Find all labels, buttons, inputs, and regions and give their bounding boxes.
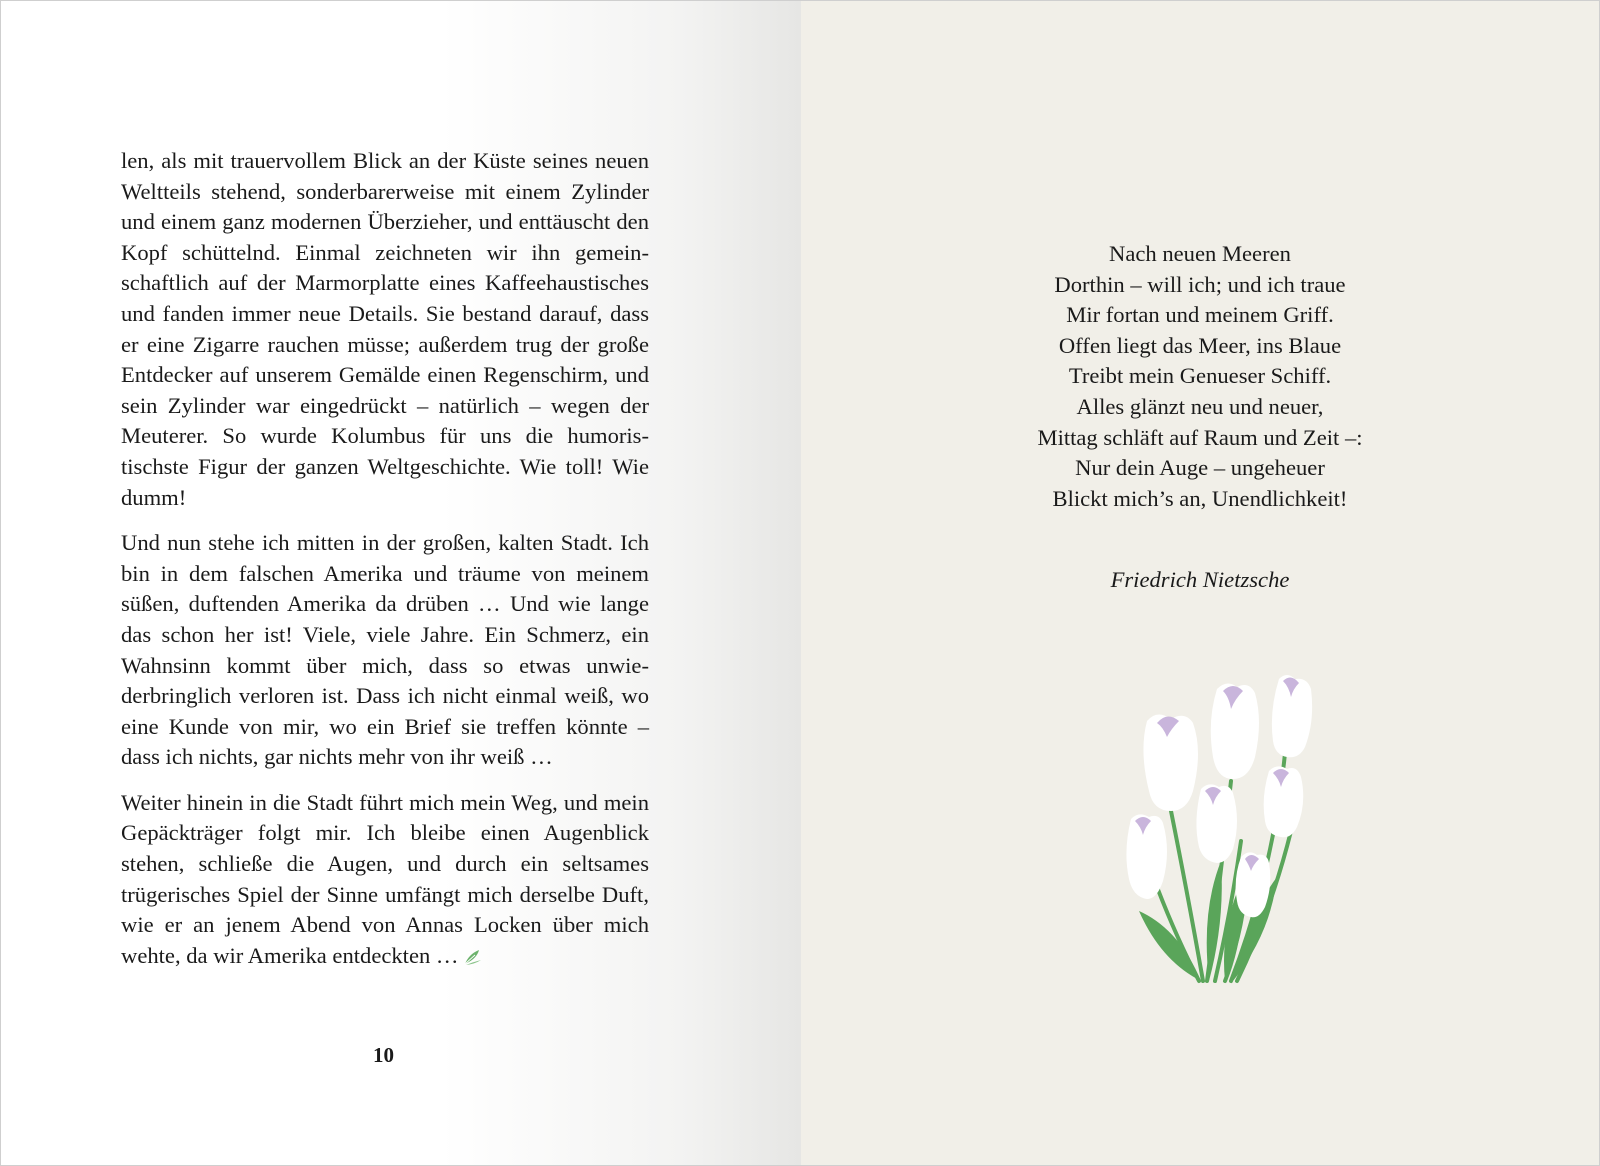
poem-line: Mir fortan und meinem Griff.	[1066, 302, 1334, 328]
poem-line: Alles glänzt neu und neuer,	[1076, 393, 1324, 419]
poem-line: Treibt mein Genueser Schiff.	[1068, 363, 1332, 389]
paragraph-3-text: Weiter hinein in die Stadt führt mich mein Weg, und mein Gepäckträger folgt mir. Ich bleibe einen Augenblick stehen, schließe die Augen, und durch ein seltsames trügerisches Spiel der Sinne umfängt mich derselbe Duft, wie er an jenem Abend von Annas Locken über mich wehte, da wir Amerika entdeckten …	[121, 789, 649, 968]
left-page	[1, 1, 801, 1165]
poem-line: Dorthin – will ich; und ich traue	[1054, 271, 1346, 297]
body-text	[121, 146, 649, 986]
poem-line: Nur dein Auge – ungeheuer	[1075, 455, 1325, 481]
paragraph-3	[121, 788, 649, 972]
poem-line: Nach neuen Meeren	[1109, 241, 1291, 266]
paragraph-1: len, als mit trauervollem Blick an der Küste seines neuen Weltteils stehend, sonderbarerweise mit einem Zylinder und einem ganz modernen Überzieher, und enttäuscht den Kopf schüttelnd. Einmal zeichneten wir ihn gemeinschaftlich auf der Marmorplatte eines Kaffeehaustisches und fanden immer neue Details. Sie bestand darauf, dass er eine Zigarre rauchen müsse; außerdem trug der große Entdecker auf unserem Gemälde einen Regenschirm, und sein Zylinder war eingedrückt – natürlich – wegen der Meuterer. So wurde Kolumbus für uns die humoristischste Figur der ganzen Weltgeschichte. Wie toll! Wie dumm!	[121, 148, 649, 510]
poem	[801, 239, 1599, 514]
poem-line: Blickt mich’s an, Unendlichkeit!	[1052, 485, 1348, 511]
poem-line: Offen liegt das Meer, ins Blaue	[1058, 332, 1342, 358]
tulips-illustration	[1101, 671, 1361, 991]
leaf-ornament-icon	[463, 948, 483, 966]
paragraph-2: Und nun stehe ich mitten in der großen, kalten Stadt. Ich bin in dem falschen Amerika und träume von meinem süßen, duftenden Amerika da drüben … Und wie lange das schon her ist! Viele, viele Jahre. Ein Schmerz, ein Wahnsinn kommt über mich, dass so etwas unwiederbringlich verloren ist. Dass ich nicht einmal weiß, wo eine Kunde von mir, wo ein Brief sie treffen könnte – dass ich nichts, gar nichts mehr von ihr weiß …	[121, 530, 649, 770]
page-number: 10	[373, 1043, 394, 1067]
right-page	[801, 1, 1599, 1165]
poem-author: Friedrich Nietzsche	[1110, 567, 1290, 592]
poem-line: Mittag schläft auf Raum und Zeit –:	[1037, 424, 1363, 450]
